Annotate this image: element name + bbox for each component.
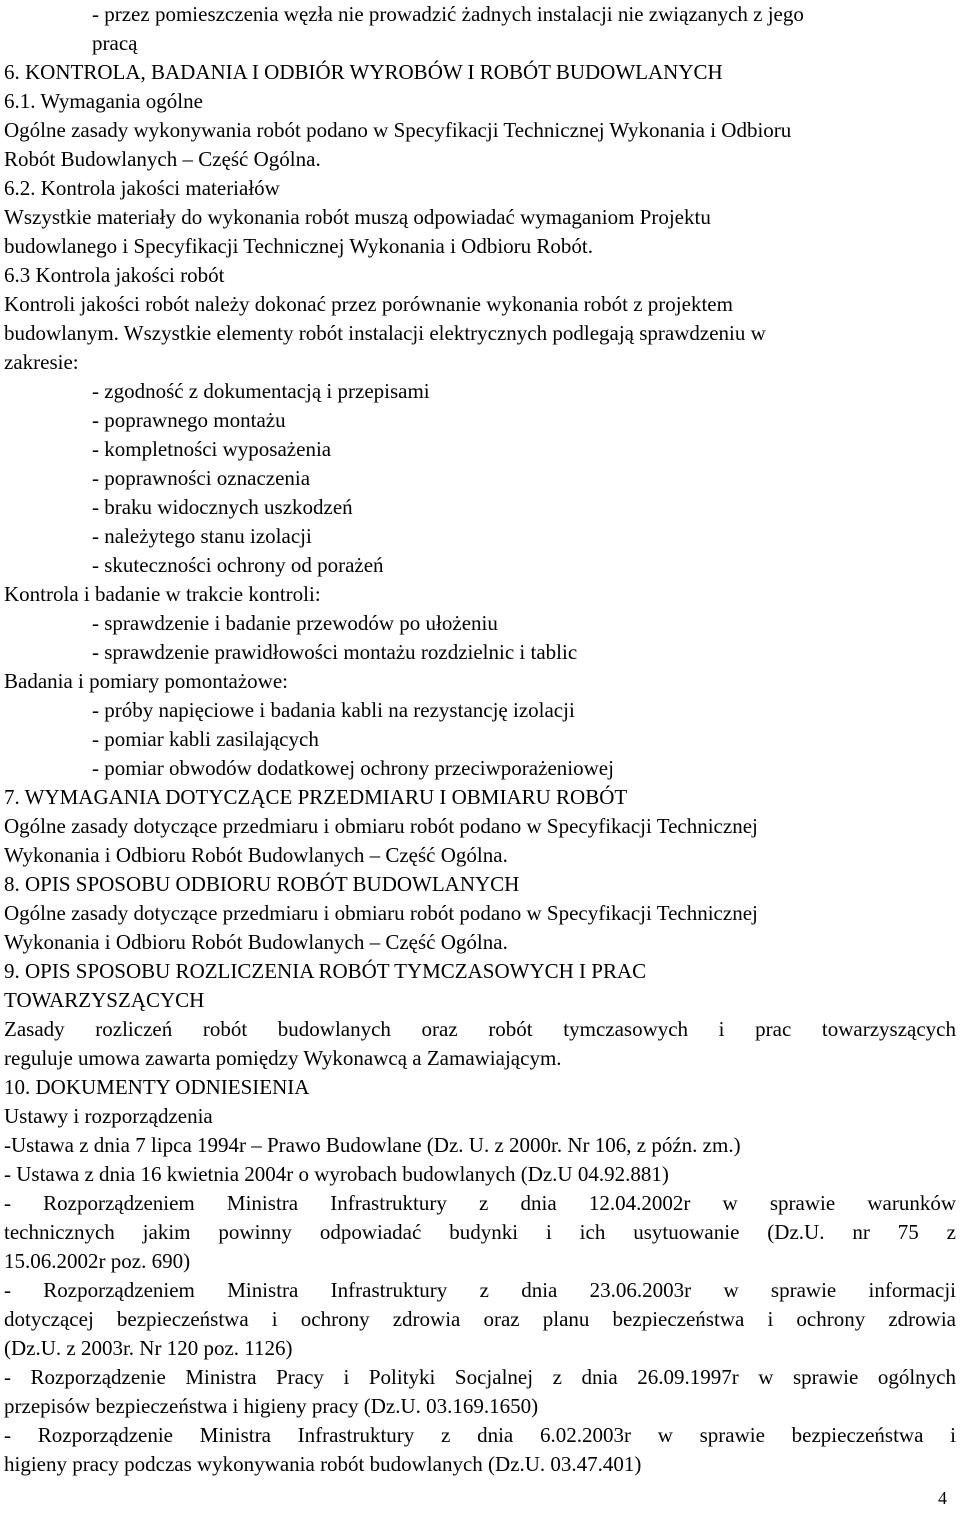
text-line: budowlanego i Specyfikacji Technicznej Wykonania i Odbioru Robót.: [4, 234, 594, 258]
page-number: 4: [938, 1488, 947, 1508]
list-item: - sprawdzenie i badanie przewodów po ułożeniu: [92, 611, 498, 635]
text-line: Ogólne zasady dotyczące przedmiaru i obmiaru robót podano w Specyfikacji Technicznej: [4, 814, 758, 838]
text-line: higieny pracy podczas wykonywania robót budowlanych (Dz.U. 03.47.401): [4, 1452, 642, 1476]
text-line: pracą: [92, 31, 138, 55]
text-line: technicznych jakim powinny odpowiadać budynki i ich usytuowanie (Dz.U. nr 75 z: [4, 1220, 956, 1244]
text-line: Kontroli jakości robót należy dokonać przez porównanie wykonania robót z projektem: [4, 292, 733, 316]
section-heading: 8. OPIS SPOSOBU ODBIORU ROBÓT BUDOWLANYCH: [4, 872, 520, 896]
list-item: - próby napięciowe i badania kabli na rezystancję izolacji: [92, 698, 575, 722]
reference-item: - Rozporządzenie Ministra Pracy i Polityki Socjalnej z dnia 26.09.1997r w sprawie ogólnych: [4, 1365, 956, 1389]
list-item: - zgodność z dokumentacją i przepisami: [92, 379, 430, 403]
list-item: - kompletności wyposażenia: [92, 437, 332, 461]
list-item: - skuteczności ochrony od porażeń: [92, 553, 384, 577]
section-heading: 9. OPIS SPOSOBU ROZLICZENIA ROBÓT TYMCZASOWYCH I PRAC: [4, 959, 647, 983]
reference-item: -Ustawa z dnia 7 lipca 1994r – Prawo Budowlane (Dz. U. z 2000r. Nr 106, z późn. zm.): [4, 1133, 741, 1157]
text-line: dotyczącej bezpieczeństwa i ochrony zdrowia oraz planu bezpieczeństwa i ochrony zdrowia: [4, 1307, 956, 1331]
text-line: Wszystkie materiały do wykonania robót muszą odpowiadać wymaganiom Projektu: [4, 205, 711, 229]
text-line: budowlanym. Wszystkie elementy robót instalacji elektrycznych podlegają sprawdzeniu w: [4, 321, 766, 345]
text-line: Wykonania i Odbioru Robót Budowlanych – Część Ogólna.: [4, 843, 508, 867]
text-line: - przez pomieszczenia węzła nie prowadzić żadnych instalacji nie związanych z jego: [92, 2, 804, 26]
text-line: 15.06.2002r poz. 690): [4, 1249, 191, 1273]
text-line: Wykonania i Odbioru Robót Budowlanych – Część Ogólna.: [4, 930, 508, 954]
reference-item: - Rozporządzeniem Ministra Infrastruktury z dnia 12.04.2002r w sprawie warunków: [4, 1191, 956, 1215]
list-item: - pomiar obwodów dodatkowej ochrony przeciwporażeniowej: [92, 756, 614, 780]
text-line: (Dz.U. z 2003r. Nr 120 poz. 1126): [4, 1336, 293, 1360]
list-item: - poprawnego montażu: [92, 408, 286, 432]
text-line: zakresie:: [4, 350, 79, 374]
subsection-heading: 6.2. Kontrola jakości materiałów: [4, 176, 280, 200]
section-heading: 10. DOKUMENTY ODNIESIENIA: [4, 1075, 310, 1099]
list-item: - braku widocznych uszkodzeń: [92, 495, 353, 519]
text-line: przepisów bezpieczeństwa i higieny pracy (Dz.U. 03.169.1650): [4, 1394, 539, 1418]
text-line: Ogólne zasady wykonywania robót podano w Specyfikacji Technicznej Wykonania i Odbioru: [4, 118, 792, 142]
list-item: - pomiar kabli zasilających: [92, 727, 319, 751]
document-page: [4, 0, 956, 1479]
reference-item: - Ustawa z dnia 16 kwietnia 2004r o wyrobach budowlanych (Dz.U 04.92.881): [4, 1162, 669, 1186]
text-line: Zasady rozliczeń robót budowlanych oraz robót tymczasowych i prac towarzyszących: [4, 1017, 956, 1041]
text-line: reguluje umowa zawarta pomiędzy Wykonawcą a Zamawiającym.: [4, 1046, 562, 1070]
text-line: Ogólne zasady dotyczące przedmiaru i obmiaru robót podano w Specyfikacji Technicznej: [4, 901, 758, 925]
text-line: Robót Budowlanych – Część Ogólna.: [4, 147, 321, 171]
text-line: Kontrola i badanie w trakcie kontroli:: [4, 582, 321, 606]
text-line: Badania i pomiary pomontażowe:: [4, 669, 289, 693]
reference-item: - Rozporządzenie Ministra Infrastruktury z dnia 6.02.2003r w sprawie bezpieczeństwa i: [4, 1423, 956, 1447]
reference-item: - Rozporządzeniem Ministra Infrastruktury z dnia 23.06.2003r w sprawie informacji: [4, 1278, 956, 1302]
list-item: - należytego stanu izolacji: [92, 524, 312, 548]
list-item: - poprawności oznaczenia: [92, 466, 311, 490]
subsection-heading: 6.3 Kontrola jakości robót: [4, 263, 225, 287]
subsection-heading: 6.1. Wymagania ogólne: [4, 89, 203, 113]
section-heading: TOWARZYSZĄCYCH: [4, 988, 205, 1012]
section-heading: 6. KONTROLA, BADANIA I ODBIÓR WYROBÓW I ROBÓT BUDOWLANYCH: [4, 60, 723, 84]
text-line: Ustawy i rozporządzenia: [4, 1104, 213, 1128]
section-heading: 7. WYMAGANIA DOTYCZĄCE PRZEDMIARU I OBMIARU ROBÓT: [4, 785, 628, 809]
list-item: - sprawdzenie prawidłowości montażu rozdzielnic i tablic: [92, 640, 578, 664]
